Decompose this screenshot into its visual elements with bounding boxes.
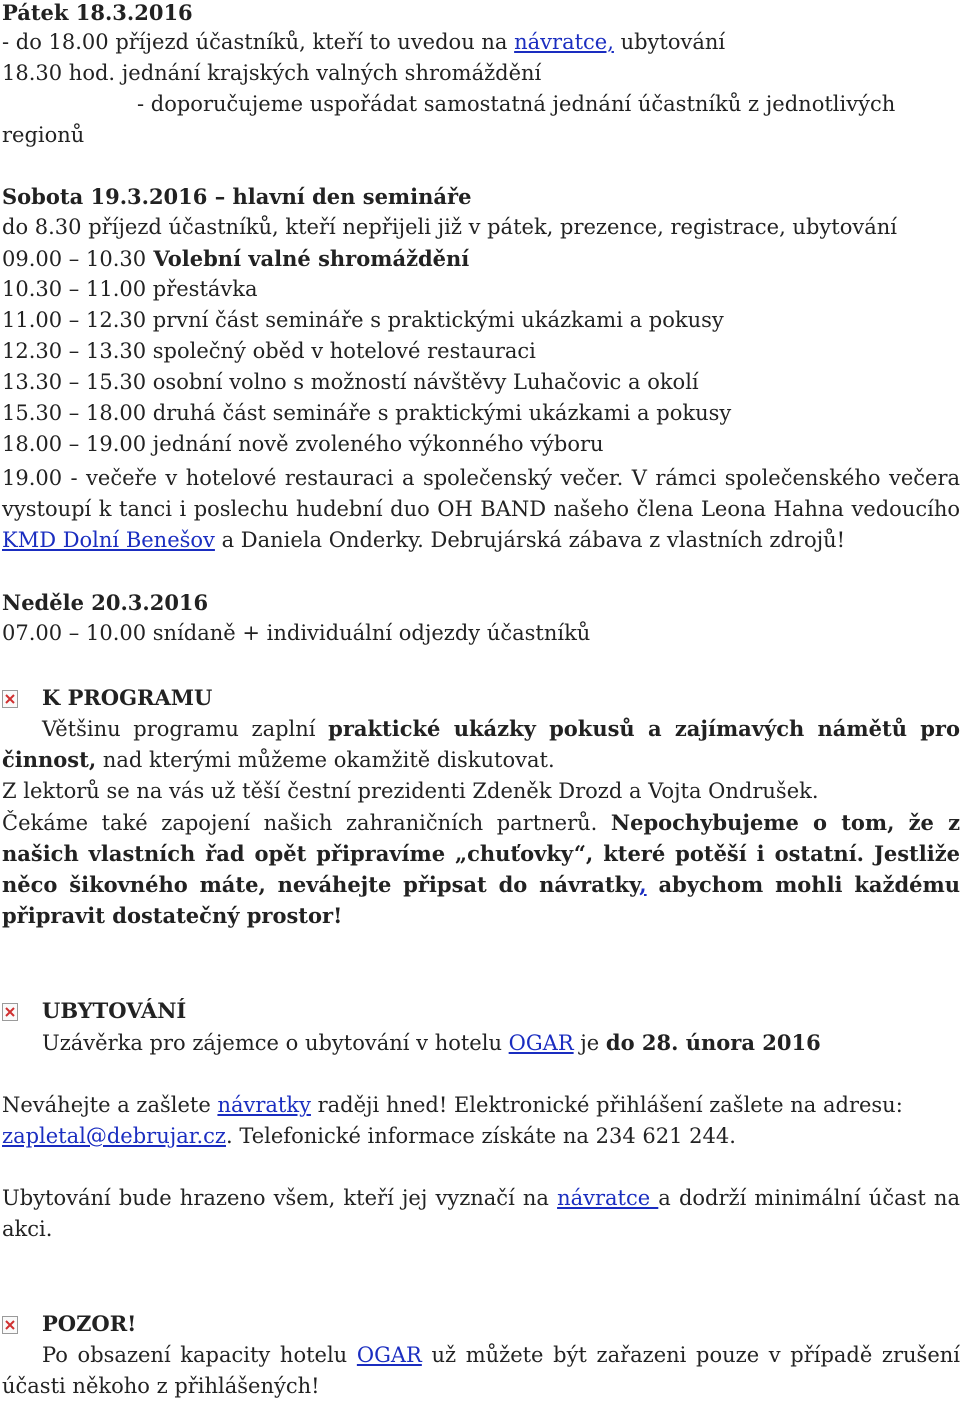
- warning-line-2: účasti někoho z přihlášených!: [2, 1374, 320, 1398]
- program-line-3: Z lektorů se na vás už těší čestní prezidenti Zdeněk Drozd a Vojta Ondrušek.: [2, 779, 819, 803]
- broken-image-icon: [2, 1316, 18, 1334]
- friday-line-3: - doporučujeme uspořádat samostatná jednání účastníků z jednotlivých: [137, 92, 896, 116]
- lodging-line-2: zapletal@debrujar.cz. Telefonické informace získáte na 234 621 244.: [2, 1124, 736, 1148]
- sunday-line: 07.00 – 10.00 snídaně + individuální odjezdy účastníků: [2, 621, 591, 645]
- schedule-activity: přestávka: [146, 277, 258, 301]
- schedule-row: [2, 274, 258, 305]
- ogar-link[interactable]: OGAR: [508, 1031, 574, 1055]
- warning-heading: POZOR!: [42, 1311, 137, 1336]
- friday-line-1: - do 18.00 příjezd účastníků, kteří to uvedou na návratce, ubytování: [2, 30, 726, 54]
- evening-line-1: 19.00 - večeře v hotelové restauraci a společenský večer. V rámci společenského večera: [2, 466, 960, 490]
- program-line-2: činnost, nad kterými můžeme okamžitě diskutovat.: [2, 747, 555, 772]
- lodging-deadline: Uzávěrka pro zájemce o ubytování v hotelu OGAR je do 28. února 2016: [42, 1030, 821, 1055]
- schedule-time: 12.30 – 13.30: [2, 339, 147, 363]
- program-line-5: našich vlastních řad opět připravíme „chuťovky“, které potěší i ostatní. Jestliže: [2, 841, 960, 866]
- evening-line-2: vystoupí k tanci i poslechu hudební duo OH BAND našeho člena Leona Hahna vedoucího: [2, 497, 960, 521]
- schedule-time: 11.00 – 12.30: [2, 308, 147, 332]
- warning-line-1: Po obsazení kapacity hotelu OGAR už můžete být zařazeni pouze v případě zrušení: [42, 1343, 960, 1367]
- navratce-link[interactable]: návratce: [557, 1186, 659, 1210]
- schedule-activity: druhá část semináře s praktickými ukázkami a pokusy: [146, 401, 732, 425]
- lodging-line-1: Neváhejte a zašlete návratky raději hned! Elektronické přihlášení zašlete na adresu:: [2, 1093, 903, 1117]
- schedule-row: [2, 398, 731, 429]
- schedule-activity: Volební valné shromáždění: [146, 246, 470, 271]
- broken-image-icon: [2, 690, 18, 708]
- lodging-heading: UBYTOVÁNÍ: [42, 998, 187, 1023]
- friday-heading: Pátek 18.3.2016: [2, 0, 193, 25]
- schedule-row: [2, 243, 469, 275]
- program-line-7: připravit dostatečný prostor!: [2, 903, 343, 928]
- schedule-row: [2, 336, 536, 367]
- lodging-line-4: akci.: [2, 1217, 53, 1241]
- navratka-link-2[interactable]: ,: [639, 872, 647, 897]
- schedule-activity: první část semináře s praktickými ukázkami a pokusy: [146, 308, 724, 332]
- schedule-activity: příjezd účastníků, kteří nepřijeli již v pátek, prezence, registrace, ubytování: [81, 215, 897, 239]
- lodging-line-3: Ubytování bude hrazeno všem, kteří jej vyznačí na návratce a dodrží minimální účast na: [2, 1186, 960, 1210]
- schedule-row: [2, 367, 699, 398]
- schedule-activity: společný oběd v hotelové restauraci: [146, 339, 536, 363]
- evening-line-3: KMD Dolní Benešov a Daniela Onderky. Debrujárská zábava z vlastních zdrojů!: [2, 528, 846, 552]
- email-link[interactable]: zapletal@debrujar.cz: [2, 1124, 226, 1148]
- schedule-activity: jednání nově zvoleného výkonného výboru: [146, 432, 604, 456]
- broken-image-icon: [2, 1003, 18, 1021]
- schedule-activity: osobní volno s možností návštěvy Luhačovic a okolí: [146, 370, 699, 394]
- navratka-link[interactable]: návratce,: [514, 30, 614, 54]
- friday-line-4: regionů: [2, 123, 85, 147]
- schedule-time: 18.00 – 19.00: [2, 432, 147, 456]
- schedule-time: 10.30 – 11.00: [2, 277, 147, 301]
- schedule-row: [2, 212, 897, 243]
- kmd-link[interactable]: KMD Dolní Benešov: [2, 528, 215, 552]
- schedule-time: 15.30 – 18.00: [2, 401, 147, 425]
- program-line-6: něco šikovného máte, neváhejte připsat do návratky, abychom mohli každému: [2, 872, 960, 897]
- program-line-4: Čekáme také zapojení našich zahraničních partnerů. Nepochybujeme o tom, že z: [2, 810, 960, 835]
- schedule-row: [2, 305, 724, 336]
- schedule-time: 09.00 – 10.30: [2, 247, 147, 271]
- saturday-heading: Sobota 19.3.2016 – hlavní den semináře: [2, 184, 472, 209]
- friday-line-2: 18.30 hod. jednání krajských valných shromáždění: [2, 61, 542, 85]
- schedule-row: [2, 429, 604, 460]
- program-heading: K PROGRAMU: [42, 685, 213, 710]
- ogar-link-2[interactable]: OGAR: [356, 1343, 422, 1367]
- schedule-time: do 8.30: [2, 215, 82, 239]
- navratky-link[interactable]: návratky: [217, 1093, 311, 1117]
- program-line-1: Většinu programu zaplní praktické ukázky pokusů a zajímavých námětů pro: [42, 716, 960, 741]
- sunday-heading: Neděle 20.3.2016: [2, 590, 209, 615]
- schedule-time: 13.30 – 15.30: [2, 370, 147, 394]
